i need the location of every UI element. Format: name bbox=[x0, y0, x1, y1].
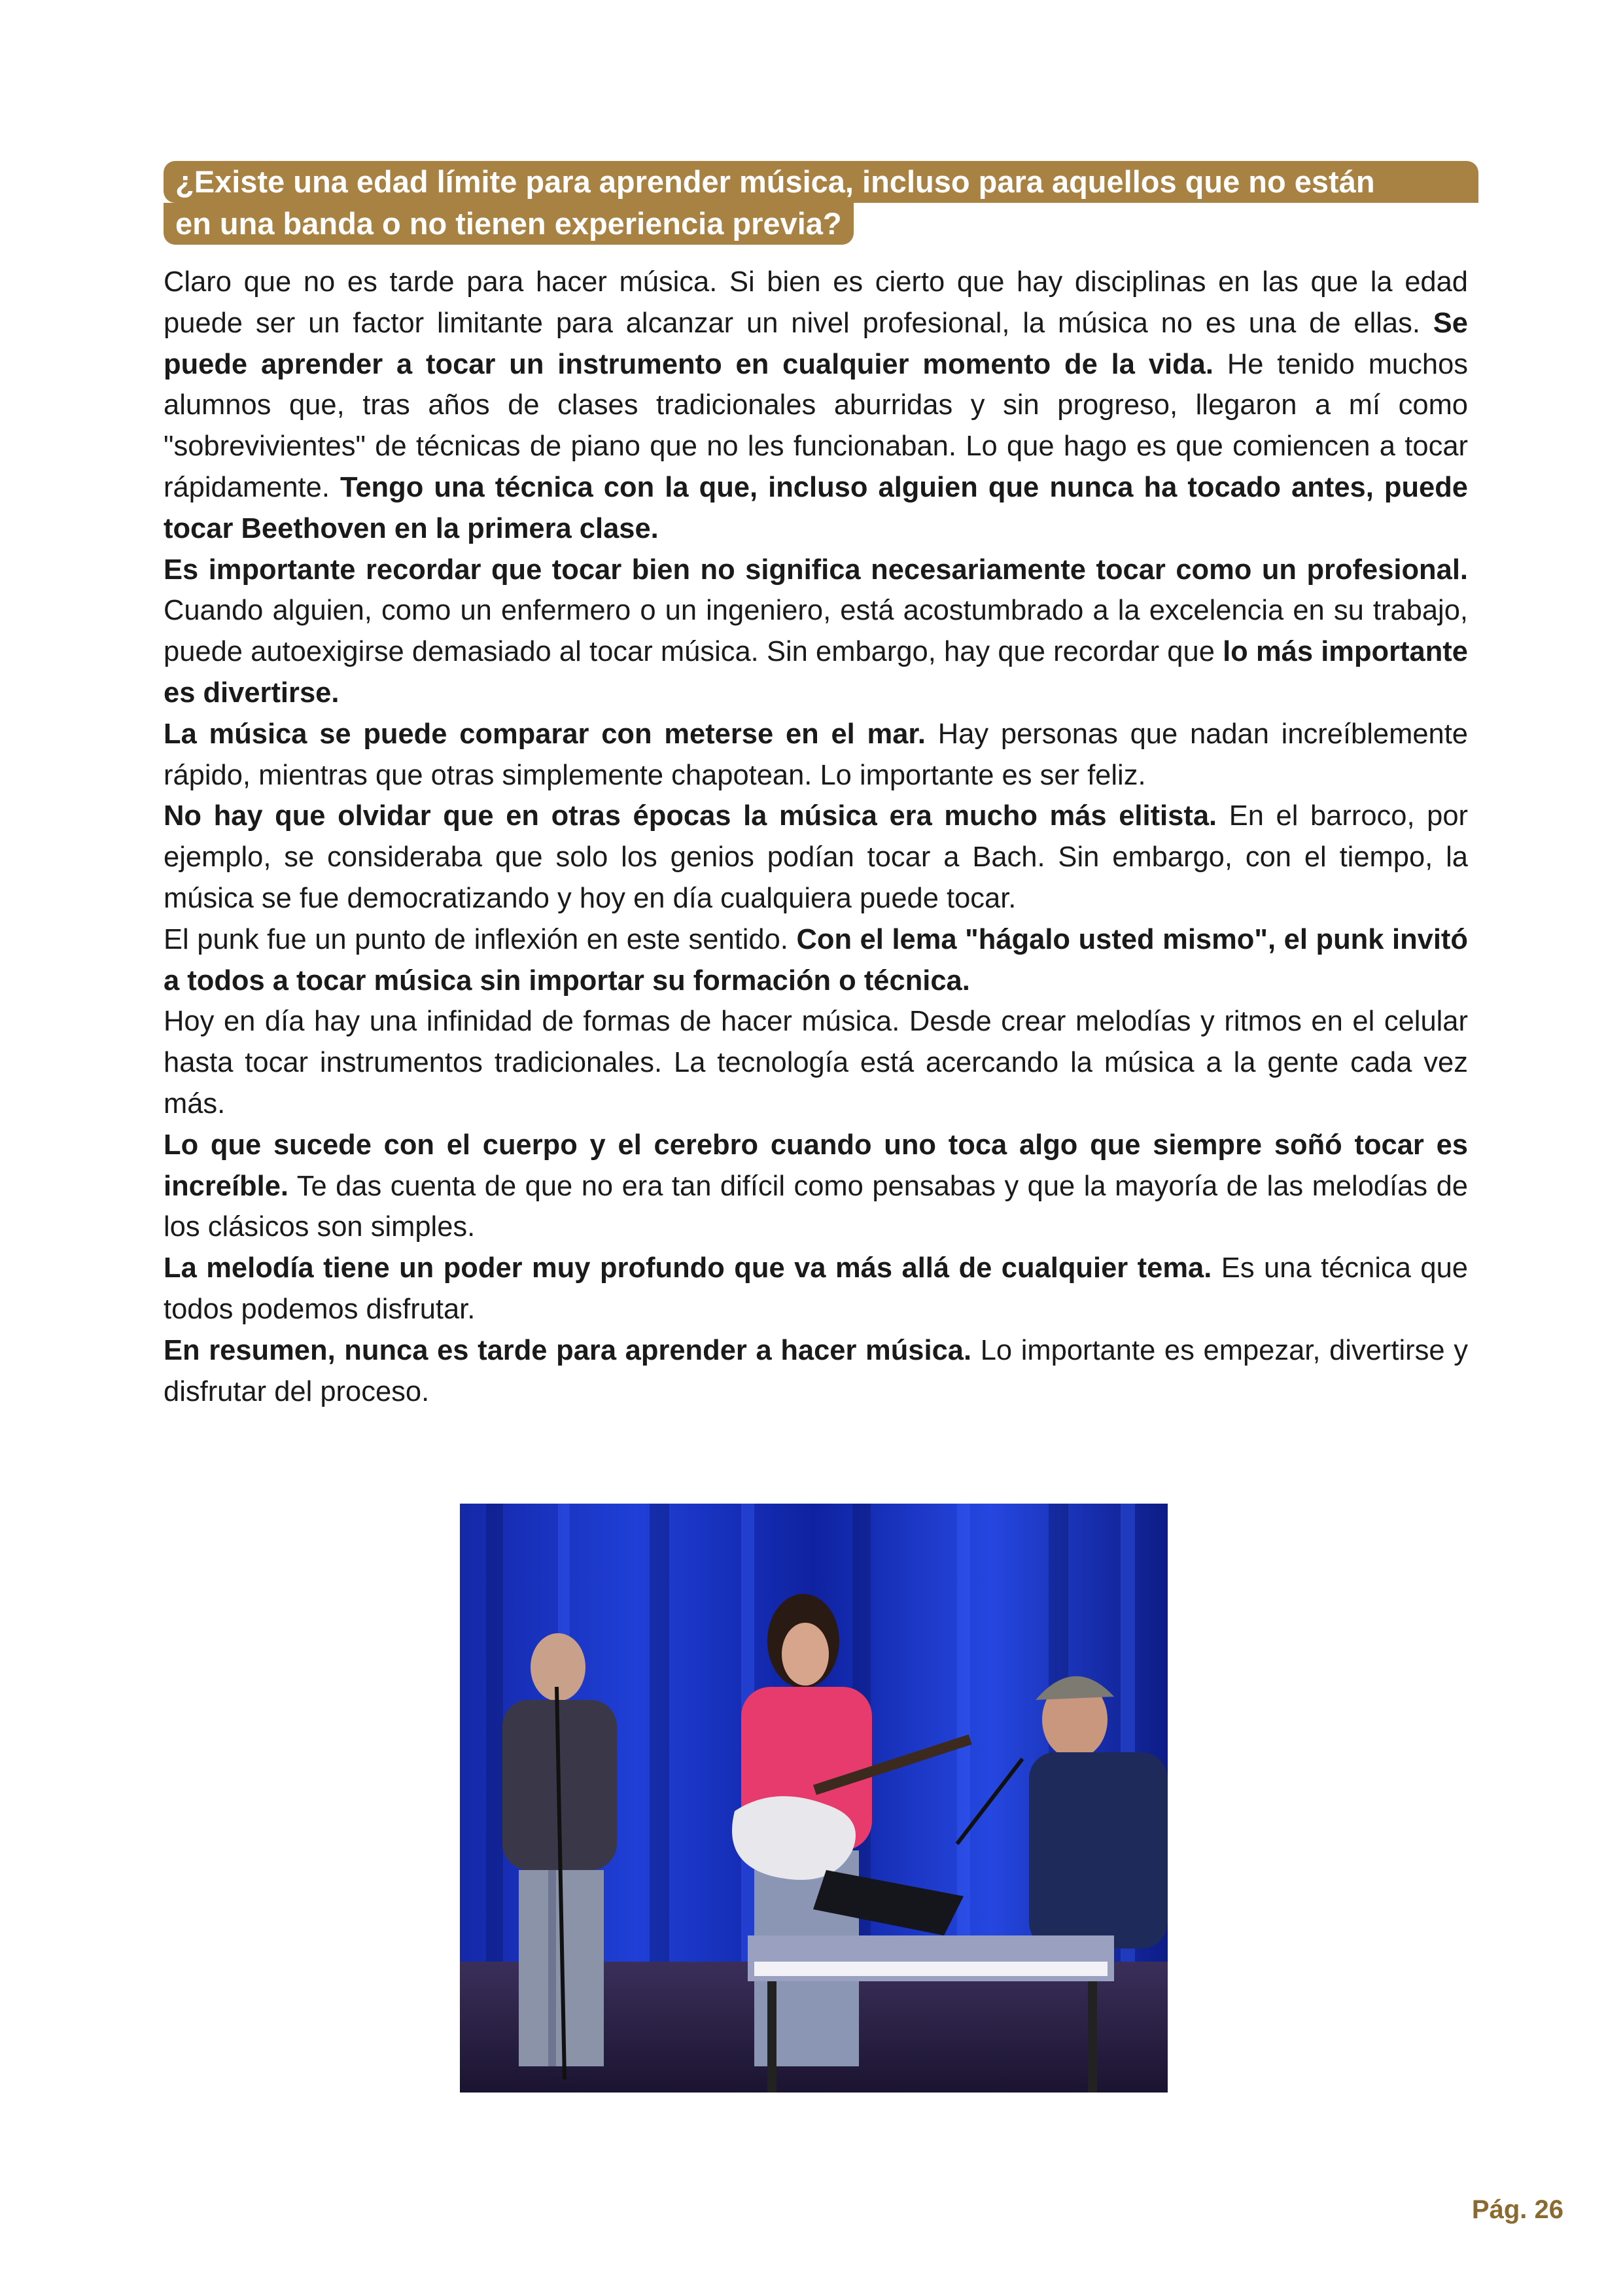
keyboard-keys bbox=[754, 1962, 1108, 1976]
bold-text-segment: Tengo una técnica con la que, incluso alguien que nunca ha tocado antes, puede tocar Beethoven en la primera clase. bbox=[164, 471, 1468, 544]
band-photo bbox=[460, 1504, 1168, 2093]
bold-text-segment: En resumen, nunca es tarde para aprender a hacer música. bbox=[164, 1334, 972, 1366]
bold-text-segment: Es importante recordar que tocar bien no significa necesariamente tocar como un profesional. bbox=[164, 554, 1468, 586]
bold-text-segment: Lo que sucede con el cuerpo y el cerebro cuando uno toca algo que siempre soñó tocar es increíble. bbox=[164, 1129, 1468, 1202]
text-segment: Es una técnica que todos podemos disfrutar. bbox=[164, 1252, 1468, 1325]
keyboard-stand-left bbox=[767, 1981, 777, 2093]
text-segment: Hay personas que nadan increíblemente rápido, mientras que otras simplemente chapotean. Lo importante es ser feliz. bbox=[164, 718, 1468, 791]
text-segment: Te das cuenta de que no era tan difícil como pensabas y que la mayoría de las melodías de los clásicos son simples. bbox=[164, 1170, 1468, 1243]
page-number: Pág. 26 bbox=[1471, 2195, 1563, 2224]
question-header-line-2: en una banda o no tienen experiencia previa? bbox=[164, 203, 854, 245]
article-body bbox=[164, 262, 1468, 1412]
paragraph bbox=[164, 796, 1468, 919]
bold-text-segment: La música se puede comparar con meterse en el mar. bbox=[164, 718, 926, 750]
bold-text-segment: Con el lema "hágalo usted mismo", el punk invitó a todos a tocar música sin importar su formación o técnica. bbox=[164, 923, 1468, 997]
paragraph bbox=[164, 262, 1468, 550]
bold-text-segment: La melodía tiene un poder muy profundo que va más allá de cualquier tema. bbox=[164, 1252, 1212, 1284]
text-segment: Hoy en día hay una infinidad de formas de hacer música. Desde crear melodías y ritmos en el celular hasta tocar instrumentos tradicionales. La tecnología está acercando la música a la gente cada vez más. bbox=[164, 1006, 1468, 1120]
keyboard-stand-right bbox=[1088, 1981, 1097, 2093]
text-segment: Claro que no es tarde para hacer música. Si bien es cierto que hay disciplinas en las que la edad puede ser un factor limitante para alcanzar un nivel profesional, la música no es una de ellas. bbox=[164, 266, 1468, 339]
bold-text-segment: Se puede aprender a tocar un instrumento en cualquier momento de la vida. bbox=[164, 307, 1468, 380]
paragraph bbox=[164, 1001, 1468, 1124]
bold-text-segment: lo más importante es divertirse. bbox=[164, 636, 1468, 709]
question-header bbox=[164, 161, 1478, 245]
text-segment: He tenido muchos alumnos que, tras años de clases tradicionales aburridas y sin progreso, llegaron a mí como "sobrevivientes" de técnicas de piano que no les funcionaban. Lo que hago es que comiencen a tocar rápidamente. bbox=[164, 348, 1469, 503]
paragraph bbox=[164, 1248, 1468, 1330]
text-segment: El punk fue un punto de inflexión en este sentido. bbox=[164, 923, 797, 955]
paragraph bbox=[164, 919, 1468, 1002]
paragraph bbox=[164, 1125, 1468, 1248]
question-header-line-1: ¿Existe una edad límite para aprender música, incluso para aquellos que no están bbox=[164, 161, 1478, 203]
bold-text-segment: No hay que olvidar que en otras épocas la música era mucho más elitista. bbox=[164, 800, 1217, 832]
paragraph bbox=[164, 714, 1468, 796]
text-segment: En el barroco, por ejemplo, se consideraba que solo los genios podían tocar a Bach. Sin embargo, con el tiempo, la música se fue democratizando y hoy en día cualquiera puede tocar. bbox=[164, 800, 1469, 914]
paragraph bbox=[164, 1330, 1468, 1413]
text-segment: Lo importante es empezar, divertirse y disfrutar del proceso. bbox=[164, 1334, 1468, 1407]
paragraph bbox=[164, 550, 1468, 714]
text-segment: Cuando alguien, como un enfermero o un ingeniero, está acostumbrado a la excelencia en su trabajo, puede autoexigirse demasiado al tocar música. Sin embargo, hay que recordar que bbox=[164, 595, 1468, 668]
band-photo-illustration bbox=[460, 1504, 1168, 2093]
